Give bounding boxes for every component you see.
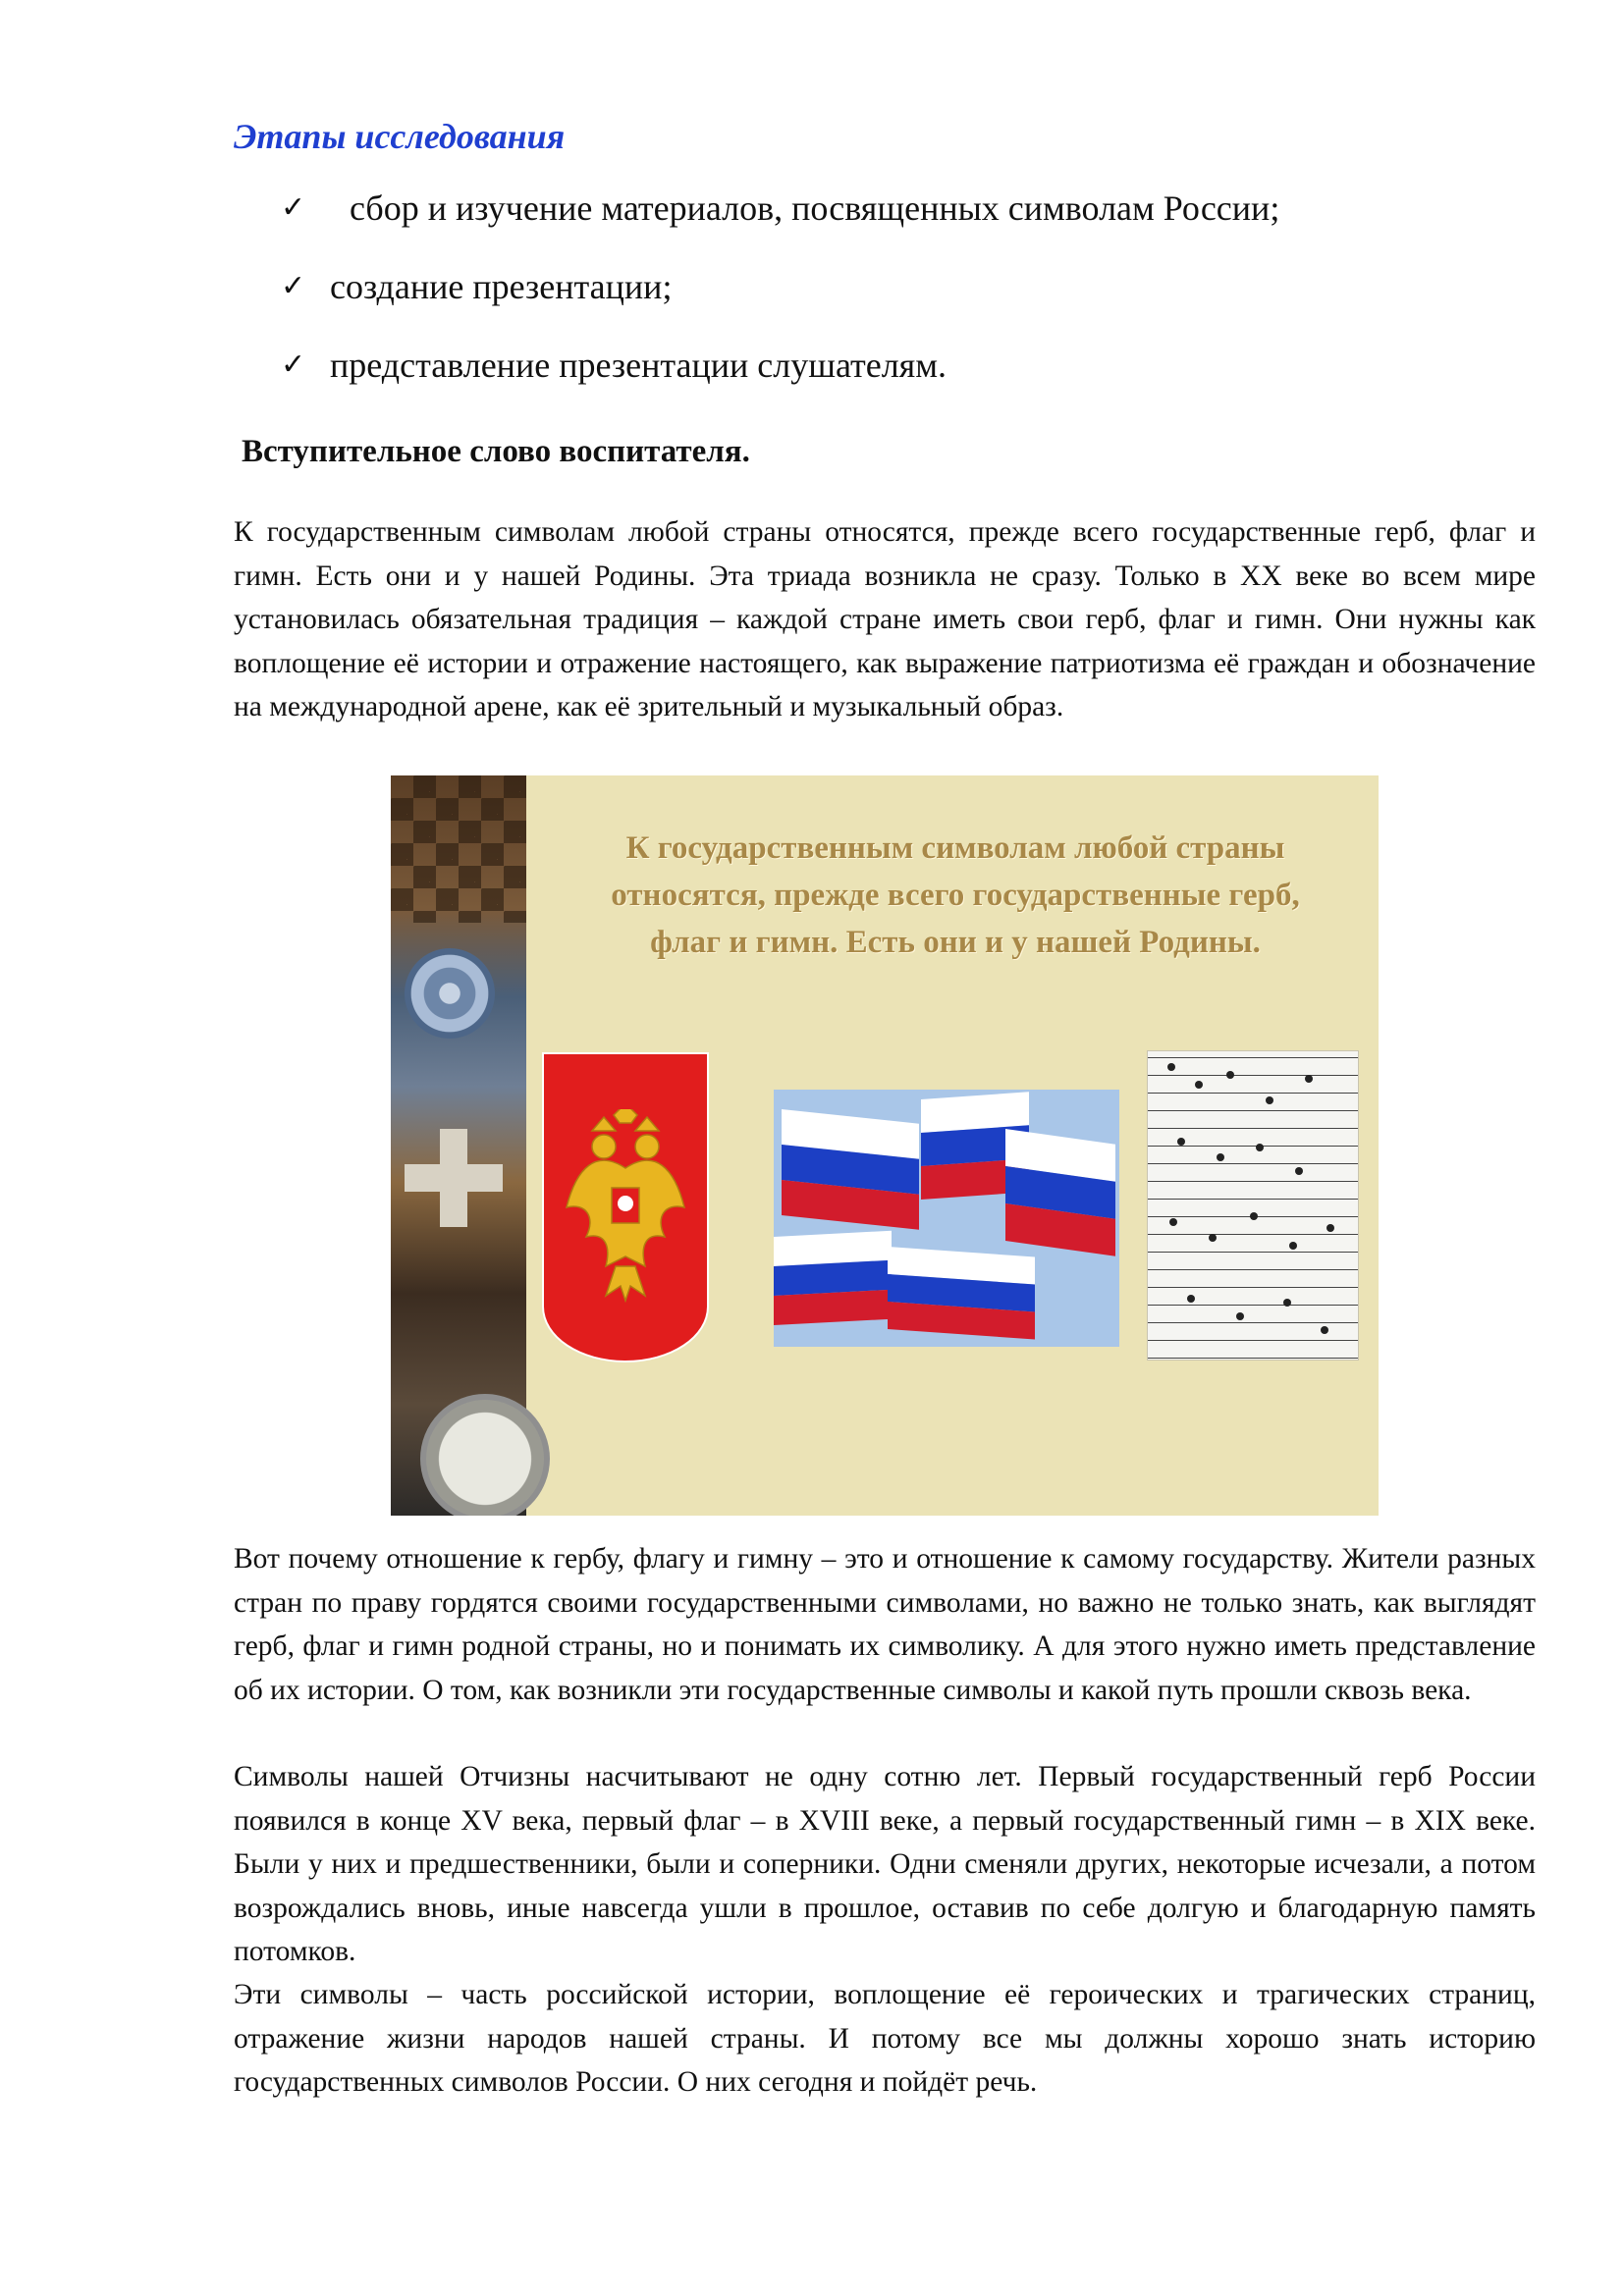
slide-caption <box>538 825 1373 966</box>
presentation-slide-image <box>391 775 1379 1516</box>
stage-item <box>281 265 672 308</box>
double-headed-eagle-icon <box>557 1109 694 1306</box>
chessboard-decoration <box>391 775 526 923</box>
intro-paragraph: К государственным символам любой страны относятся, прежде всего государственные герб, флаг и гимн. Есть они и у нашей Родины. Эта триада возникла не сразу. Только в XX веке во всем мире установилась обязательная традиция – каждой стране иметь свои герб, флаг и гимн. Они нужны как воплощение её истории и отражение настоящего, как выражение патриотизма её граждан и обозначение на международной арене, как её зрительный и музыкальный образ. <box>234 516 1536 722</box>
stage-text: представление презентации слушателям. <box>330 346 947 385</box>
slide-caption-line: относятся, прежде всего государственные герб, <box>611 878 1300 913</box>
coat-of-arms-image <box>542 1052 709 1362</box>
slide-caption-line: К государственным символам любой страны <box>625 830 1285 866</box>
section-heading: Вступительное слово воспитателя. <box>242 434 750 469</box>
slide-caption-line: флаг и гимн. Есть они и у нашей Родины. <box>650 925 1261 960</box>
checkmark-icon: ✓ <box>281 348 306 381</box>
stage-item <box>281 344 947 387</box>
body-paragraph: Символы нашей Отчизны насчитывают не одну сотню лет. Первый государственный герб России появился в конце XV века, первый флаг – в XVIII веке, а первый государственный гимн – в XIX веке. Были у них и предшественники, были и соперники. Одни сменяли других, некоторые исчезали, а потом возрождались вновь, иные навсегда ушли в прошлое, оставив по себе долгую и благодарную память потомков. <box>234 1761 1536 1967</box>
sheet-music-image <box>1147 1050 1359 1361</box>
checkmark-icon: ✓ <box>281 191 306 224</box>
body-paragraph: Вот почему отношение к гербу, флагу и гимну – это и отношение к самому государству. Жители разных стран по праву гордятся своими государственными символами, но важно не только знать, как выглядят герб, флаг и гимн родной страны, но и понимать их символику. А для этого нужно иметь представление об их истории. О том, как возникли эти государственные символы и какой путь прошли сквозь века. <box>234 1543 1536 1706</box>
order-cross-icon <box>405 1129 503 1227</box>
body-paragraph: Эти символы – часть российской истории, воплощение её героических и трагических страниц, отражение жизни народов нашей страны. И потому все мы должны хорошо знать историю государственных символов России. О них сегодня и пойдёт речь. <box>234 1979 1536 2098</box>
stage-text: создание презентации; <box>330 267 673 306</box>
russian-flags-image <box>774 1090 1119 1347</box>
checkmark-icon: ✓ <box>281 270 306 302</box>
stage-item <box>281 187 1279 230</box>
collage-strip <box>391 775 526 1516</box>
medal-ribbon-rosette <box>405 948 495 1039</box>
compass-icon <box>420 1394 550 1516</box>
section-title: Этапы исследования <box>234 117 566 156</box>
stage-text: сбор и изучение материалов, посвященных символам России; <box>350 188 1280 228</box>
